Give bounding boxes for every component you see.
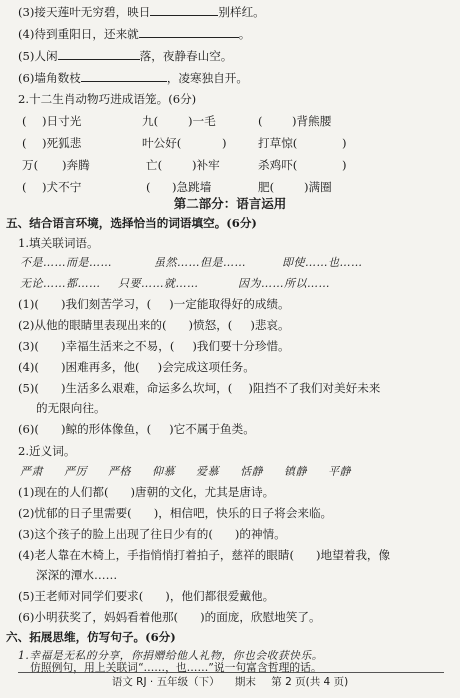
fill-sentence-2: (2)从他的眼睛里表现出来的( )愤怒，( )悲哀。 — [18, 318, 290, 332]
fill-sentence-6: (6)( )鲸的形体像鱼，( )它不属于鱼类。 — [18, 422, 255, 436]
part-title: 第二部分：语言运用 — [173, 196, 287, 211]
answer-blank[interactable] — [58, 49, 140, 60]
section-title: 五、结合语言环境，选择恰当的词语填空。(6分) — [6, 216, 257, 230]
question-title: 1.填关联词语。 — [18, 236, 99, 250]
poem-line-4: (4)待到重阳日，还来就 。 — [18, 27, 251, 41]
synonym-sentence-5: (5)王老师对同学们要求( )，他们都很爱戴他。 — [18, 589, 275, 603]
page-footer: 语文 RJ · 五年级（下） 期末 第 2 页(共 4 页) — [111, 676, 349, 688]
instruction: 仿照例句，用上关联词“……，也……”说一句富含哲理的话。 — [30, 661, 322, 674]
synonym-sentence-4-cont: 深深的潭水…… — [36, 568, 118, 582]
answer-blank[interactable] — [150, 5, 218, 16]
fill-sentence-3: (3)( )幸福生活来之不易，( )我们要十分珍惜。 — [18, 339, 290, 353]
poem-line-6: (6)墙角数枝 ，凌寒独自开。 — [18, 71, 248, 85]
synonym-sentence-6: (6)小明获奖了，妈妈看着他那( )的面庞，欣慰地笑了。 — [18, 610, 321, 624]
fill-sentence-4: (4)( )困难再多，他( )会完成这项任务。 — [18, 360, 255, 374]
synonym-sentence-3: (3)这个孩子的脸上出现了往日少有的( )的神情。 — [18, 527, 286, 541]
poem-line-3: (3)接天莲叶无穷碧，映日 别样红。 — [18, 5, 265, 19]
answer-blank[interactable] — [139, 27, 239, 38]
poem-line-5: (5)人闲 落，夜静春山空。 — [18, 49, 233, 63]
section-title: 六、拓展思维，仿写句子。(6分) — [6, 630, 176, 644]
synonym-sentence-4: (4)老人靠在木椅上，手指悄悄打着拍子，慈祥的眼睛( )地望着我，像 — [18, 548, 391, 562]
fill-sentence-5: (5)( )生活多么艰难，命运多么坎坷，( )阻挡不了我们对美好未来 — [18, 381, 381, 395]
question-title: 2.近义词。 — [18, 444, 76, 458]
synonym-sentence-1: (1)现在的人们都( )唐朝的文化，尤其是唐诗。 — [18, 485, 275, 499]
fill-sentence-1: (1)( )我们刻苦学习，( )一定能取得好的成绩。 — [18, 297, 290, 311]
answer-blank[interactable] — [81, 71, 167, 82]
synonym-sentence-2: (2)忧郁的日子里需要( )，相信吧，快乐的日子将会来临。 — [18, 506, 333, 520]
question-title: 2.十二生肖动物巧进成语笼。(6分) — [18, 92, 197, 106]
fill-sentence-5-cont: 的无限向往。 — [36, 401, 106, 415]
answer-line[interactable] — [18, 672, 444, 673]
example-sentence: 1.幸福是无私的分享，你捐赠给他人礼物，你也会收获快乐。 — [18, 649, 324, 662]
